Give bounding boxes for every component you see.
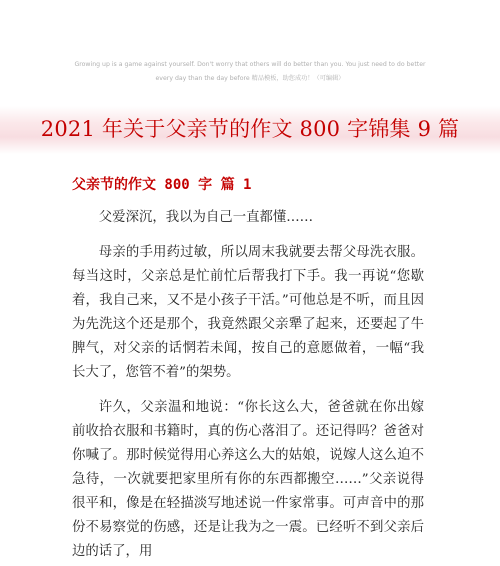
body-text (72, 206, 424, 566)
header-note-line-2: every day than the day before 精品模板，助您成功！（可编辑） (155, 75, 345, 82)
header-note-line-1: Growing up is a game against yourself. Don't worry that others will do better than you. You just need to do better (74, 61, 426, 68)
paragraph-3: 许久，父亲温和地说：“你长这么大，爸爸就在你出嫁前收拾衣服和书籍时，真的伤心落泪了。还记得吗？爸爸对你喊了。那时候觉得用心养这么大的姑娘，说嫁人这么迫不急待，一次就要把家里所有你的东西都搬空……”父亲说得很平和，像是在轻描淡写地述说一件家常事。可声音中的那份不易察觉的伤感，还是让我为之一震。已经听不到父亲后边的话了，用 (72, 400, 424, 559)
paragraph-1: 父爱深沉，我以为自己一直都懂…… (98, 210, 314, 225)
header-note (60, 58, 440, 86)
section-heading: 父亲节的作文 800 字 篇 1 (72, 177, 252, 193)
document-title: 2021 年关于父亲节的作文 800 字锦集 9 篇 (40, 117, 460, 141)
paragraph-2: 母亲的手用药过敏，所以周末我就要去帮父母洗衣服。每当这时，父亲总是忙前忙后帮我打下手。我一再说“您歇着，我自己来，又不是小孩子干活。”可他总是不听，而且因为先洗这个还是那个，我竟然跟父亲犟了起来，还要起了牛脾气，对父亲的话惘若未闻，按自己的意愿做着，一幅“我长大了，您管不着”的架势。 (72, 245, 424, 380)
